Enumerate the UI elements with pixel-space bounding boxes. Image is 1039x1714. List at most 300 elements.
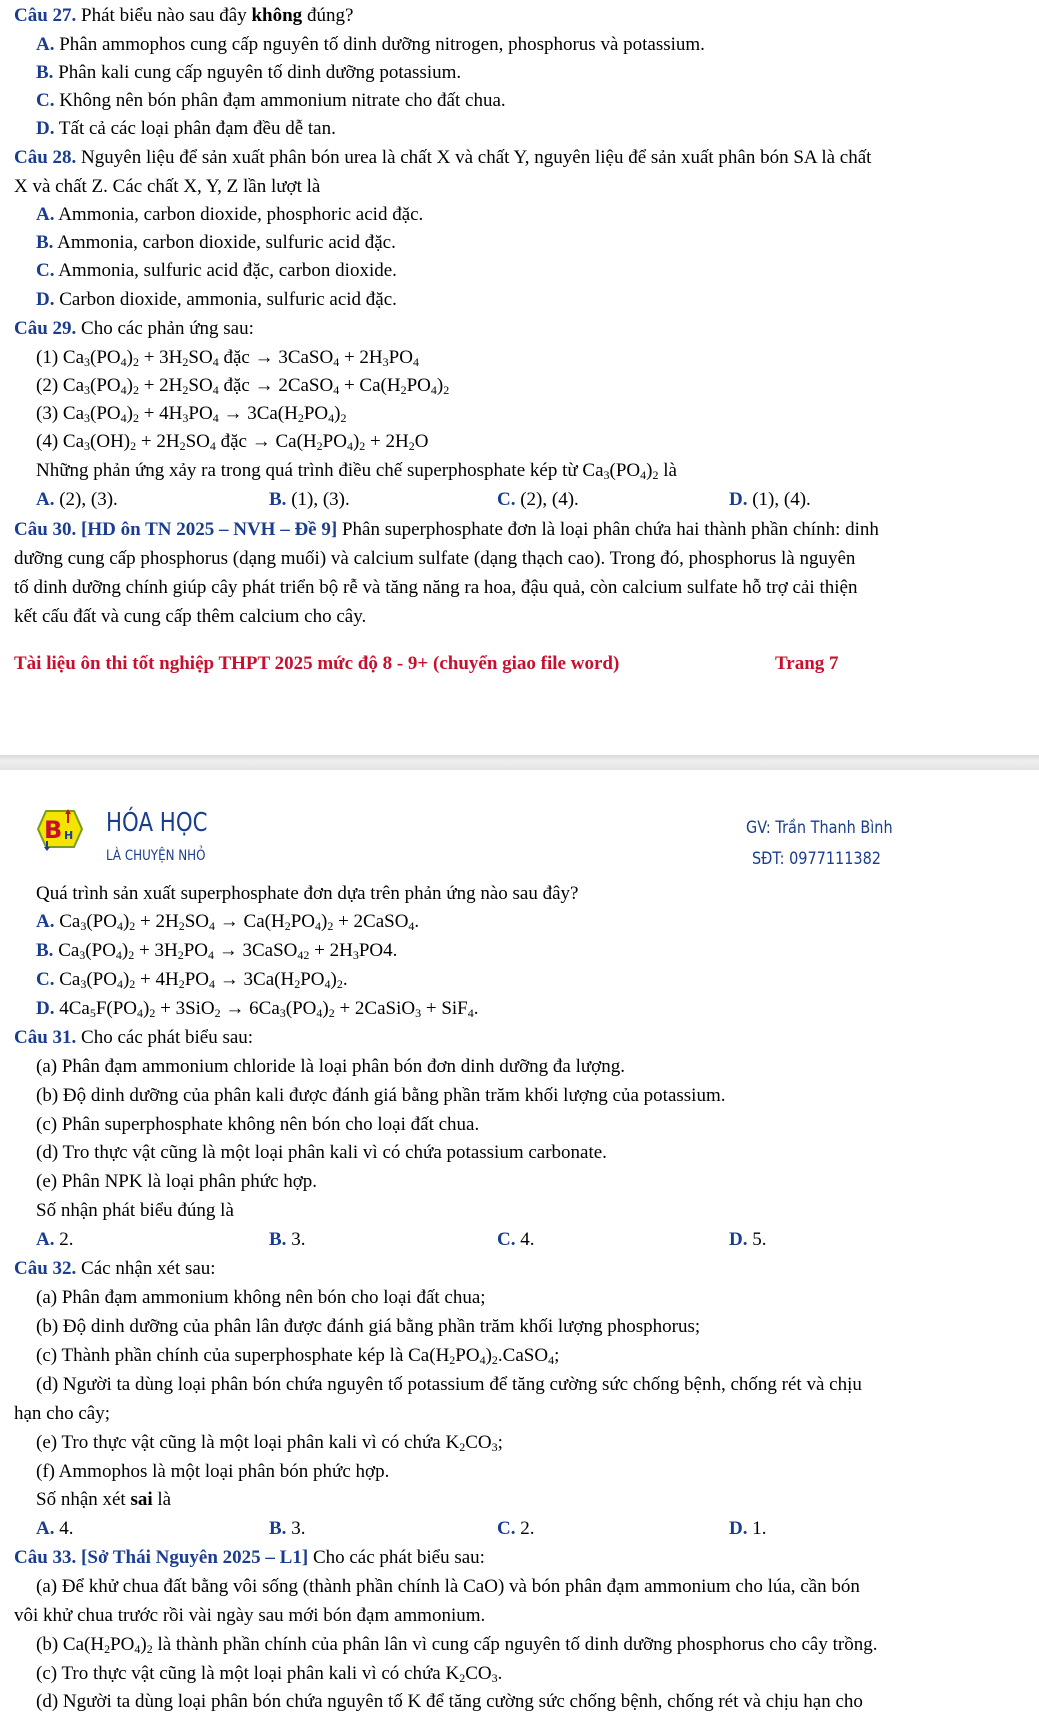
- option-label: A.: [36, 204, 55, 225]
- option-label: D.: [729, 1518, 748, 1539]
- formula-text: + 3SiO: [155, 998, 215, 1019]
- formula-text: là thành phần chính của phân lân vì cung cấp nguyên tố dinh dưỡng phosphorus cho cây trồng.: [152, 1634, 878, 1655]
- formula-subscript: 3: [603, 468, 610, 482]
- option-label: D.: [729, 1229, 748, 1250]
- formula-text: → 6Ca: [220, 998, 280, 1019]
- q28-stem-line1: [14, 146, 1027, 170]
- q29-option-a: [36, 488, 118, 512]
- formula-text: đặc → Ca(H: [215, 431, 317, 452]
- q32-statement-d2: hạn cho cây;: [14, 1403, 111, 1424]
- formula-text: ): [143, 998, 150, 1019]
- formula-text: PO: [184, 969, 210, 990]
- q32-statement-f: (f) Ammophos là một loại phân bón phức hợp.: [36, 1461, 390, 1482]
- formula-text: (b) Ca(H: [36, 1634, 105, 1655]
- option-text: 2.: [59, 1229, 74, 1250]
- formula-subscript: 2: [294, 977, 301, 991]
- formula-subscript: 4: [467, 1006, 474, 1020]
- formula-subscript: 3: [279, 1006, 286, 1020]
- option-label: B.: [269, 1229, 287, 1250]
- q30-option-d: [36, 997, 1027, 1021]
- formula-text: + 2H: [339, 347, 383, 368]
- formula-text: (PO: [90, 403, 121, 424]
- formula-text: → Ca(H: [215, 911, 285, 932]
- option-text: [58, 940, 397, 961]
- formula-text: (PO: [86, 969, 117, 990]
- q27-option-d: [36, 117, 1027, 141]
- formula-subscript: 2: [316, 439, 323, 453]
- formula-subscript: 4: [479, 1353, 486, 1367]
- q29-reaction-1: [36, 346, 1027, 370]
- formula-text: PO: [290, 911, 315, 932]
- formula-subscript: 2: [132, 411, 139, 425]
- option-text: (2), (3).: [59, 489, 118, 510]
- formula-text: PO: [110, 1634, 135, 1655]
- formula-subscript: 2: [328, 1006, 335, 1020]
- formula-subscript: 3: [84, 411, 91, 425]
- q31-stem: [14, 1026, 1027, 1050]
- formula-text: → 3Ca(H: [215, 969, 295, 990]
- option-label: A.: [36, 1518, 55, 1539]
- formula-subscript: 4: [324, 977, 331, 991]
- q29-reaction-2: [36, 374, 1027, 398]
- teacher-phone: SĐT: 0977111382: [752, 849, 882, 869]
- formula-text: PO: [388, 347, 413, 368]
- q30-stem-line4: kết cấu đất và cung cấp thêm calcium cho cây.: [14, 606, 367, 627]
- formula-text: ): [436, 375, 444, 396]
- formula-text: SO: [184, 911, 210, 932]
- q31-number: Câu 31.: [14, 1027, 77, 1048]
- option-text: Tất cả các loại phân đạm đều dễ tan.: [58, 118, 336, 139]
- option-text: Phân ammophos cung cấp nguyên tố dinh dưỡng nitrogen, phosphorus và potassium.: [59, 34, 705, 55]
- q32-question-pre: Số nhận xét: [36, 1489, 131, 1510]
- q31-statement-d: (d) Tro thực vật cũng là một loại phân kali vì có chứa potassium carbonate.: [36, 1142, 607, 1163]
- formula-subscript: 2: [149, 1006, 156, 1020]
- option-label: C.: [36, 969, 55, 990]
- formula-text: là: [658, 460, 677, 481]
- formula-subscript: 4: [120, 383, 127, 397]
- option-text: 5.: [752, 1229, 767, 1250]
- formula-subscript: 4: [212, 411, 219, 425]
- formula-subscript: 2: [491, 1353, 498, 1367]
- formula-text: .CaSO: [497, 1345, 549, 1366]
- page-separator: [0, 755, 1039, 770]
- formula-subscript: 2: [177, 948, 184, 962]
- option-text: [59, 998, 478, 1019]
- formula-text: ): [126, 347, 133, 368]
- option-label: B.: [36, 940, 54, 961]
- option-text: Ammonia, sulfuric acid đặc, carbon dioxide.: [58, 260, 397, 281]
- q33-statement-a2: vôi khử chua trước rồi vài ngày sau mới bón đạm ammonium.: [14, 1605, 486, 1626]
- formula-text: SO: [185, 431, 210, 452]
- formula-text: Ca: [59, 969, 81, 990]
- formula-subscript: 4: [120, 355, 127, 369]
- q27-stem: [14, 4, 1027, 28]
- q27-number: Câu 27.: [14, 5, 77, 26]
- option-label: D.: [729, 489, 748, 510]
- formula-text: PO: [183, 940, 208, 961]
- formula-subscript: 4: [430, 383, 437, 397]
- q31-statement-e: (e) Phân NPK là loại phân phức hợp.: [36, 1171, 318, 1192]
- brand-tagline: LÀ CHUYỆN NHỎ: [106, 848, 206, 864]
- formula-text: O: [414, 431, 429, 452]
- formula-subscript: 4: [120, 411, 127, 425]
- q29-question: [36, 459, 1027, 483]
- q31-statement-c: (c) Phân superphosphate không nên bón cho loại đất chua.: [36, 1114, 480, 1135]
- formula-text: (e) Tro thực vật cũng là một loại phân kali vì có chứa K: [36, 1432, 460, 1453]
- q32-option-d: [729, 1517, 766, 1541]
- formula-text: ): [485, 1345, 492, 1366]
- q32-option-c: [497, 1517, 534, 1541]
- formula-subscript: 2: [336, 977, 343, 991]
- formula-subscript: 3: [84, 383, 91, 397]
- formula-text: + 2CaSiO: [334, 998, 416, 1019]
- formula-subscript: 3: [352, 948, 359, 962]
- footer-page-number: Trang 7: [775, 653, 839, 674]
- formula-text: → 3CaSO: [213, 940, 298, 961]
- formula-text: đặc → 2CaSO: [218, 375, 334, 396]
- formula-subscript: 2: [327, 919, 334, 933]
- option-text: Carbon dioxide, ammonia, sulfuric acid đặc.: [59, 289, 397, 310]
- formula-subscript: 4: [116, 977, 123, 991]
- formula-subscript: 3: [491, 1671, 498, 1685]
- formula-text: PO: [188, 403, 213, 424]
- formula-text: (PO: [609, 460, 641, 481]
- formula-text: ): [352, 431, 360, 452]
- option-label: B.: [36, 232, 54, 253]
- formula-subscript: 3: [80, 977, 87, 991]
- formula-text: PO: [300, 969, 325, 990]
- formula-subscript: 2: [449, 1353, 456, 1367]
- option-label: B.: [269, 489, 287, 510]
- option-label: D.: [36, 998, 55, 1019]
- q32-stem: [14, 1257, 1027, 1281]
- formula-text: (PO: [90, 375, 121, 396]
- formula-subscript: 2: [459, 1671, 466, 1685]
- formula-text: (PO: [86, 911, 117, 932]
- option-text: [59, 911, 419, 932]
- formula-subscript: 3: [84, 439, 91, 453]
- q31-option-d: [729, 1228, 766, 1252]
- formula-text: (PO: [90, 347, 121, 368]
- brand-logo-icon: [34, 807, 92, 851]
- formula-subscript: 2: [129, 919, 136, 933]
- formula-text: → 3Ca(H: [218, 403, 298, 424]
- q32-statement-e: [36, 1431, 1027, 1455]
- option-label: A.: [36, 1229, 55, 1250]
- formula-text: ): [126, 375, 133, 396]
- formula-subscript: 2: [182, 355, 189, 369]
- formula-text: Ca: [59, 911, 81, 932]
- q27-stem-pre: Phát biểu nào sau đây: [81, 5, 252, 26]
- formula-text: 4Ca: [59, 998, 90, 1019]
- formula-subscript: 4: [212, 355, 219, 369]
- option-label: C.: [497, 489, 516, 510]
- formula-text: (c) Tro thực vật cũng là một loại phân kali vì có chứa K: [36, 1663, 460, 1684]
- q32-option-a: [36, 1517, 73, 1541]
- page-7: [0, 0, 1039, 755]
- q32-statement-c: [36, 1344, 1027, 1368]
- q33-statement-d: (d) Người ta dùng loại phân bón chứa nguyên tố K để tăng cường sức chống bệnh, chống rét và chịu hạn cho: [36, 1691, 863, 1712]
- q30-stem-line3: tố dinh dưỡng chính giúp cây phát triển bộ rễ và tăng năng ra hoa, đậu quả, còn calcium sulfate hỗ trợ cải thiện: [14, 577, 858, 598]
- q29-stem-text: Cho các phản ứng sau:: [81, 318, 254, 339]
- formula-subscript: 4: [134, 1642, 141, 1656]
- formula-subscript: 4: [408, 919, 415, 933]
- formula-subscript: 3: [182, 411, 189, 425]
- option-label: C.: [497, 1229, 516, 1250]
- footer-doc-title: Tài liệu ôn thi tốt nghiệp THPT 2025 mức độ 8 - 9+ (chuyển giao file word): [14, 653, 620, 674]
- q28-stem-text1: Nguyên liệu để sản xuất phân bón urea là chất X và chất Y, nguyên liệu để sản xuất phân bón SA là chất: [81, 147, 872, 168]
- option-label: C.: [497, 1518, 516, 1539]
- option-label: A.: [36, 489, 55, 510]
- q33-stem: [14, 1546, 1027, 1570]
- option-label: C.: [36, 260, 55, 281]
- formula-subscript: 4: [328, 411, 335, 425]
- logo-sub-letter: H: [64, 829, 74, 842]
- q32-statement-a: (a) Phân đạm ammonium không nên bón cho loại đất chua;: [36, 1287, 486, 1308]
- q30-option-a: [36, 910, 1027, 934]
- formula-text: (c) Thành phần chính của superphosphate kép là Ca(H: [36, 1345, 450, 1366]
- formula-subscript: 4: [212, 383, 219, 397]
- q28-option-b: [36, 231, 1027, 255]
- formula-subscript: 2: [132, 355, 139, 369]
- formula-subscript: 4: [209, 919, 216, 933]
- formula-text: ): [330, 969, 337, 990]
- formula-text: ): [646, 460, 653, 481]
- formula-text: SO: [188, 375, 213, 396]
- formula-text: PO: [455, 1345, 480, 1366]
- q32-number: Câu 32.: [14, 1258, 77, 1279]
- q33-statement-a1: (a) Để khử chua đất bằng vôi sống (thành phần chính là CaO) và bón phân đạm ammonium cho lúa, cần bón: [36, 1576, 860, 1597]
- formula-text: + 3H: [134, 940, 178, 961]
- formula-text: PO: [303, 403, 329, 424]
- brand-title: HÓA HỌC: [106, 808, 208, 838]
- formula-text: .: [497, 1663, 503, 1684]
- formula-text: PO: [322, 431, 347, 452]
- formula-subscript: 2: [146, 1642, 153, 1656]
- formula-text: ): [122, 911, 130, 932]
- option-text: 3.: [291, 1229, 306, 1250]
- q27-option-c: [36, 89, 1027, 113]
- formula-subscript: 2: [297, 411, 304, 425]
- option-text: Ammonia, carbon dioxide, phosphoric acid đặc.: [58, 204, 424, 225]
- q27-stem-bold: không: [251, 5, 303, 26]
- formula-text: + 2H: [309, 940, 353, 961]
- formula-text: (3) Ca: [36, 403, 85, 424]
- formula-subscript: 2: [129, 977, 136, 991]
- q28-option-c: [36, 259, 1027, 283]
- formula-text: ): [121, 940, 129, 961]
- formula-text: + 3H: [138, 347, 183, 368]
- formula-text: ;: [497, 1432, 503, 1453]
- formula-subscript: 2: [459, 1440, 466, 1454]
- formula-text: ): [322, 998, 329, 1019]
- q28-stem-line2: X và chất Z. Các chất X, Y, Z lần lượt là: [14, 176, 321, 197]
- q30-question: Quá trình sản xuất superphosphate đơn dựa trên phản ứng nào sau đây?: [36, 883, 579, 904]
- q30-option-b: [36, 939, 1027, 963]
- option-label: D.: [36, 118, 55, 139]
- formula-subscript: 4: [548, 1353, 555, 1367]
- formula-text: .: [342, 969, 348, 990]
- q31-statement-b: (b) Độ dinh dưỡng của phân kali được đánh giá bằng phần trăm khối lượng của potassium.: [36, 1085, 726, 1106]
- formula-subscript: 2: [443, 383, 450, 397]
- formula-text: ): [126, 403, 133, 424]
- option-label: C.: [36, 90, 55, 111]
- formula-text: CO: [465, 1432, 492, 1453]
- formula-subscript: 4: [346, 439, 353, 453]
- formula-subscript: 2: [178, 919, 185, 933]
- q33-statement-b: [36, 1633, 1027, 1657]
- formula-subscript: 2: [130, 439, 137, 453]
- formula-subscript: 4: [209, 977, 216, 991]
- formula-text: SO: [188, 347, 213, 368]
- q30-number: Câu 30.: [14, 519, 77, 540]
- formula-subscript: 4: [115, 948, 122, 962]
- option-text: Không nên bón phân đạm ammonium nitrate cho đất chua.: [59, 90, 506, 111]
- option-text: 1.: [752, 1518, 767, 1539]
- q30-stem-line2: dưỡng cung cấp phosphorus (dạng muối) và calcium sulfate (dạng thạch cao). Trong đó, phosphorus là nguyên: [14, 548, 856, 569]
- formula-text: ): [320, 911, 328, 932]
- formula-text: + 4H: [135, 969, 179, 990]
- formula-subscript: 3: [84, 355, 91, 369]
- formula-text: + SiF: [421, 998, 468, 1019]
- formula-text: ): [334, 403, 341, 424]
- formula-text: PO4.: [358, 940, 398, 961]
- q30-stem-line1: [14, 518, 1027, 542]
- q31-stem-text: Cho các phát biểu sau:: [81, 1027, 254, 1048]
- formula-subscript: 4: [116, 919, 123, 933]
- q33-source: [Sở Thái Nguyên 2025 – L1]: [81, 1547, 309, 1568]
- formula-subscript: 2: [408, 439, 415, 453]
- option-label: A.: [36, 34, 55, 55]
- formula-subscript: 2: [104, 1642, 111, 1656]
- q33-stem-text: Cho các phát biểu sau:: [308, 1547, 485, 1568]
- q28-option-d: [36, 288, 1027, 312]
- q30-source: [HD ôn TN 2025 – NVH – Đề 9]: [81, 519, 338, 540]
- q32-statement-d1: (d) Người ta dùng loại phân bón chứa nguyên tố potassium để tăng cường sức chống bệnh, chống rét và chịu: [36, 1374, 862, 1395]
- q31-option-a: [36, 1228, 73, 1252]
- formula-subscript: 3: [382, 355, 389, 369]
- formula-text: PO: [406, 375, 431, 396]
- formula-subscript: 3: [79, 948, 86, 962]
- formula-subscript: 4: [333, 383, 340, 397]
- q28-option-a: [36, 203, 1027, 227]
- option-label: B.: [36, 62, 54, 83]
- option-text: 2.: [520, 1518, 535, 1539]
- formula-subscript: 3: [491, 1440, 498, 1454]
- formula-text: Ca: [58, 940, 80, 961]
- formula-subscript: 4: [333, 355, 340, 369]
- formula-text: Những phản ứng xảy ra trong quá trình điều chế superphosphate kép từ Ca: [36, 460, 604, 481]
- formula-subscript: 42: [297, 948, 310, 962]
- formula-subscript: 4: [314, 919, 321, 933]
- option-text: Ammonia, carbon dioxide, sulfuric acid đặc.: [57, 232, 396, 253]
- q32-question-post: là: [152, 1489, 172, 1510]
- option-label: B.: [269, 1518, 287, 1539]
- formula-text: ): [122, 969, 130, 990]
- q29-stem: [14, 317, 1027, 341]
- q31-option-c: [497, 1228, 534, 1252]
- formula-subscript: 2: [284, 919, 291, 933]
- formula-subscript: 2: [128, 948, 135, 962]
- q32-option-b: [269, 1517, 305, 1541]
- q27-option-a: [36, 33, 1027, 57]
- formula-subscript: 2: [132, 383, 139, 397]
- q32-statement-b: (b) Độ dinh dưỡng của phân lân được đánh giá bằng phần trăm khối lượng phosphorus;: [36, 1316, 701, 1337]
- q33-number: Câu 33.: [14, 1547, 77, 1568]
- formula-subscript: 3: [80, 919, 87, 933]
- formula-subscript: 2: [178, 977, 185, 991]
- formula-text: + 2CaSO: [333, 911, 409, 932]
- formula-subscript: 2: [400, 383, 407, 397]
- option-text: 4.: [520, 1229, 535, 1250]
- formula-subscript: 4: [207, 948, 214, 962]
- formula-text: (4) Ca: [36, 431, 85, 452]
- q29-option-c: [497, 488, 579, 512]
- formula-text: + 2H: [138, 375, 183, 396]
- formula-text: + 2H: [136, 431, 180, 452]
- q30-stem-text1: Phân superphosphate đơn là loại phân chứa hai thành phần chính: dinh: [337, 519, 879, 540]
- q29-option-b: [269, 488, 350, 512]
- formula-text: đặc → 3CaSO: [218, 347, 334, 368]
- formula-subscript: 2: [340, 411, 347, 425]
- option-text: 4.: [59, 1518, 74, 1539]
- formula-subscript: 2: [179, 439, 186, 453]
- q32-question-bold: sai: [130, 1489, 153, 1510]
- formula-text: + 2H: [135, 911, 179, 932]
- q27-option-b: [36, 61, 1027, 85]
- formula-subscript: 2: [182, 383, 189, 397]
- formula-text: ;: [554, 1345, 560, 1366]
- formula-text: (2) Ca: [36, 375, 85, 396]
- formula-text: .: [473, 998, 479, 1019]
- formula-subscript: 4: [316, 1006, 323, 1020]
- formula-subscript: 4: [640, 468, 647, 482]
- formula-subscript: 2: [214, 1006, 221, 1020]
- formula-text: F(PO: [95, 998, 138, 1019]
- q29-option-d: [729, 488, 811, 512]
- q31-option-b: [269, 1228, 305, 1252]
- q32-stem-text: Các nhận xét sau:: [81, 1258, 216, 1279]
- formula-text: + 4H: [138, 403, 183, 424]
- formula-subscript: 4: [412, 355, 419, 369]
- option-text: 3.: [291, 1518, 306, 1539]
- formula-text: (1) Ca: [36, 347, 85, 368]
- q29-reaction-4: [36, 430, 1027, 454]
- teacher-name: GV: Trần Thanh Bình: [746, 818, 893, 838]
- option-label: A.: [36, 911, 55, 932]
- formula-subscript: 4: [137, 1006, 144, 1020]
- option-text: (1), (3).: [291, 489, 350, 510]
- q27-stem-post: đúng?: [302, 5, 354, 26]
- formula-subscript: 5: [89, 1006, 96, 1020]
- formula-subscript: 3: [415, 1006, 422, 1020]
- formula-text: + Ca(H: [339, 375, 401, 396]
- option-text: (2), (4).: [520, 489, 579, 510]
- formula-text: (PO: [285, 998, 317, 1019]
- formula-text: CO: [465, 1663, 492, 1684]
- formula-text: (OH): [90, 431, 131, 452]
- formula-subscript: 2: [652, 468, 659, 482]
- q28-number: Câu 28.: [14, 147, 77, 168]
- q32-question: [36, 1488, 1027, 1512]
- q30-option-c: [36, 968, 1027, 992]
- option-label: D.: [36, 289, 55, 310]
- formula-subscript: 4: [209, 439, 216, 453]
- option-text: [59, 969, 347, 990]
- logo-letter: B: [44, 816, 63, 844]
- q29-number: Câu 29.: [14, 318, 77, 339]
- option-text: (1), (4).: [752, 489, 811, 510]
